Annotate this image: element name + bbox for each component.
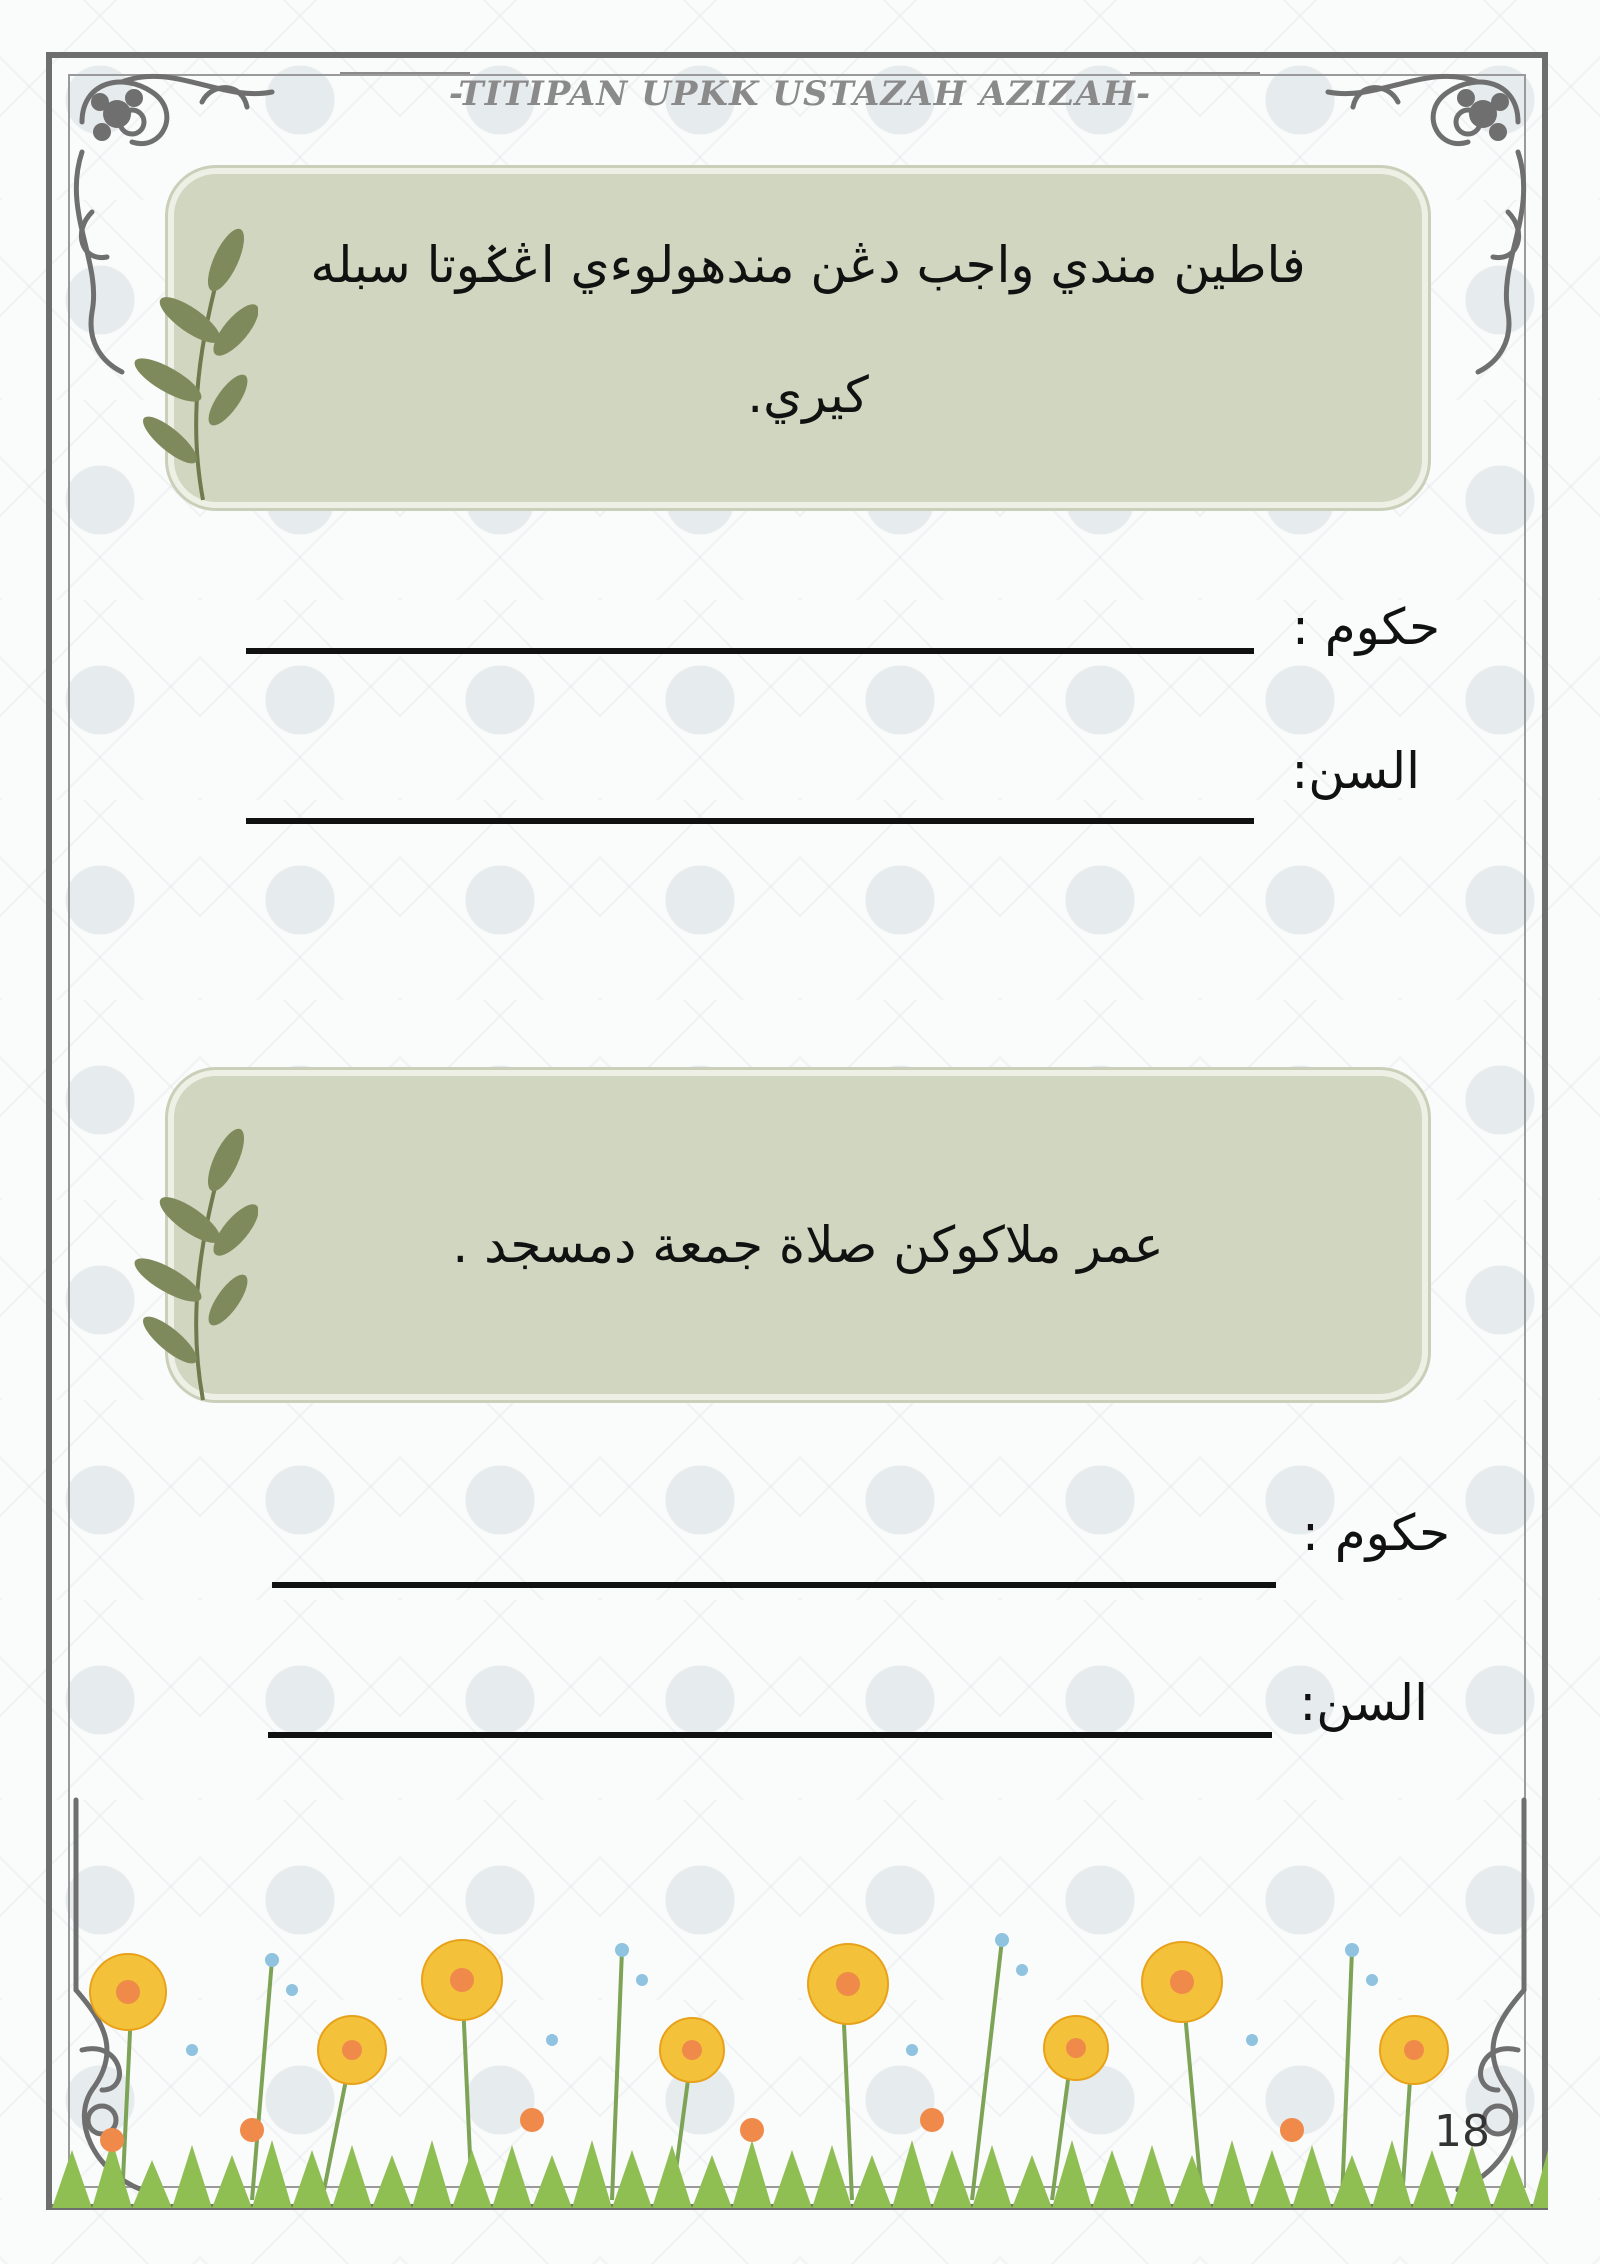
leaf-branch-icon <box>108 1120 258 1410</box>
field-label-evidence-2: السن: <box>1299 1674 1428 1732</box>
question-card-2 <box>168 1070 1428 1400</box>
flower-border-icon <box>52 1900 1548 2208</box>
header-title: -TITIPAN UPKK USTAZAH AZIZAH- <box>448 74 1152 114</box>
leaf-branch-icon <box>108 220 258 510</box>
field-label-evidence-1: السن: <box>1291 742 1420 800</box>
field-label-ruling-1: حكوم : <box>1291 598 1440 656</box>
question-1-text: فاطين مندي واجب دڠن مندهولوءي اڠݢوتا سبله كيري. <box>310 236 1306 424</box>
question-card-1 <box>168 168 1428 508</box>
answer-line-ruling-1[interactable] <box>246 648 1254 654</box>
answer-line-evidence-2[interactable] <box>268 1732 1272 1738</box>
answer-line-ruling-2[interactable] <box>272 1582 1276 1588</box>
question-2-text: عمر ملاكوكن صلاة جمعة دمسجد . <box>452 1216 1164 1274</box>
page-number: 18 <box>1434 2106 1490 2157</box>
field-label-ruling-2: حكوم : <box>1301 1504 1450 1562</box>
answer-line-evidence-1[interactable] <box>246 818 1254 824</box>
